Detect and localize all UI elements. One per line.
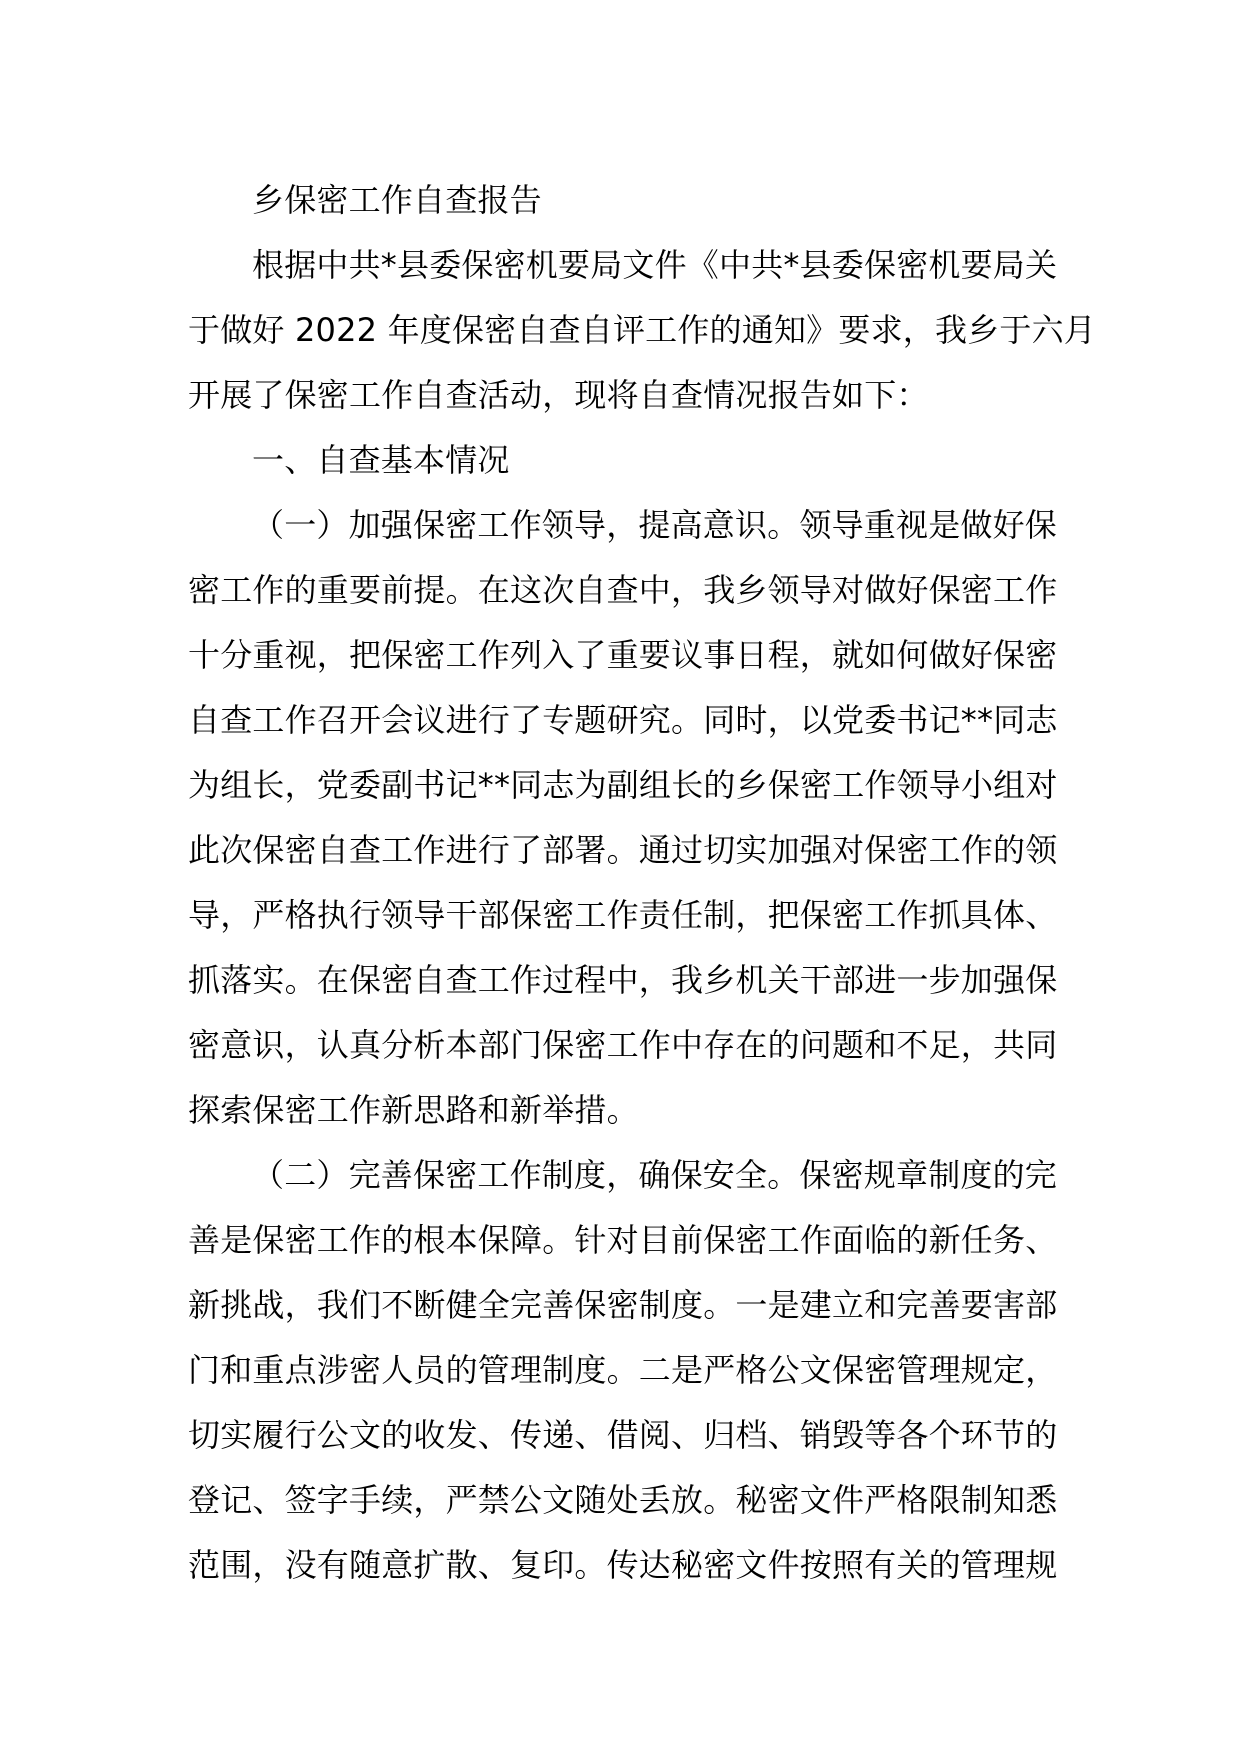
paragraph-line: 自查工作召开会议进行了专题研究。同时，以党委书记**同志 — [188, 701, 1058, 739]
document-title: 乡保密工作自查报告 — [252, 181, 542, 219]
paragraph-line: 登记、签字手续，严禁公文随处丢放。秘密文件严格限制知悉 — [188, 1481, 1058, 1519]
paragraph-line: 开展了保密工作自查活动，现将自查情况报告如下： — [188, 376, 929, 414]
paragraph-line: 探索保密工作新思路和新举措。 — [188, 1091, 639, 1129]
document-body — [188, 168, 1096, 1598]
paragraph-line: 密工作的重要前提。在这次自查中，我乡领导对做好保密工作 — [188, 571, 1058, 609]
paragraph-line: （二）完善保密工作制度，确保安全。保密规章制度的完 — [252, 1156, 1058, 1194]
paragraph-line: 新挑战，我们不断健全完善保密制度。一是建立和完善要害部 — [188, 1286, 1058, 1324]
paragraph-line: 此次保密自查工作进行了部署。通过切实加强对保密工作的领 — [188, 831, 1058, 869]
paragraph-line: 密意识，认真分析本部门保密工作中存在的问题和不足，共同 — [188, 1026, 1058, 1064]
paragraph-line: （一）加强保密工作领导，提高意识。领导重视是做好保 — [252, 506, 1058, 544]
paragraph-line: 善是保密工作的根本保障。针对目前保密工作面临的新任务、 — [188, 1221, 1058, 1259]
paragraph-line: 抓落实。在保密自查工作过程中，我乡机关干部进一步加强保 — [188, 961, 1058, 999]
paragraph-line: 切实履行公文的收发、传递、借阅、归档、销毁等各个环节的 — [188, 1416, 1058, 1454]
paragraph-line: 门和重点涉密人员的管理制度。二是严格公文保密管理规定， — [188, 1351, 1058, 1389]
paragraph-line: 于做好 2022 年度保密自查自评工作的通知》要求，我乡于六月 — [188, 311, 1096, 349]
paragraph-line: 为组长，党委副书记**同志为副组长的乡保密工作领导小组对 — [188, 766, 1058, 804]
paragraph-line: 导，严格执行领导干部保密工作责任制，把保密工作抓具体、 — [188, 896, 1058, 934]
section-heading: 一、自查基本情况 — [252, 441, 510, 479]
paragraph-line: 根据中共*县委保密机要局文件《中共*县委保密机要局关 — [252, 246, 1058, 284]
paragraph-line: 范围，没有随意扩散、复印。传达秘密文件按照有关的管理规 — [188, 1546, 1058, 1584]
paragraph-line: 十分重视，把保密工作列入了重要议事日程，就如何做好保密 — [188, 636, 1058, 674]
